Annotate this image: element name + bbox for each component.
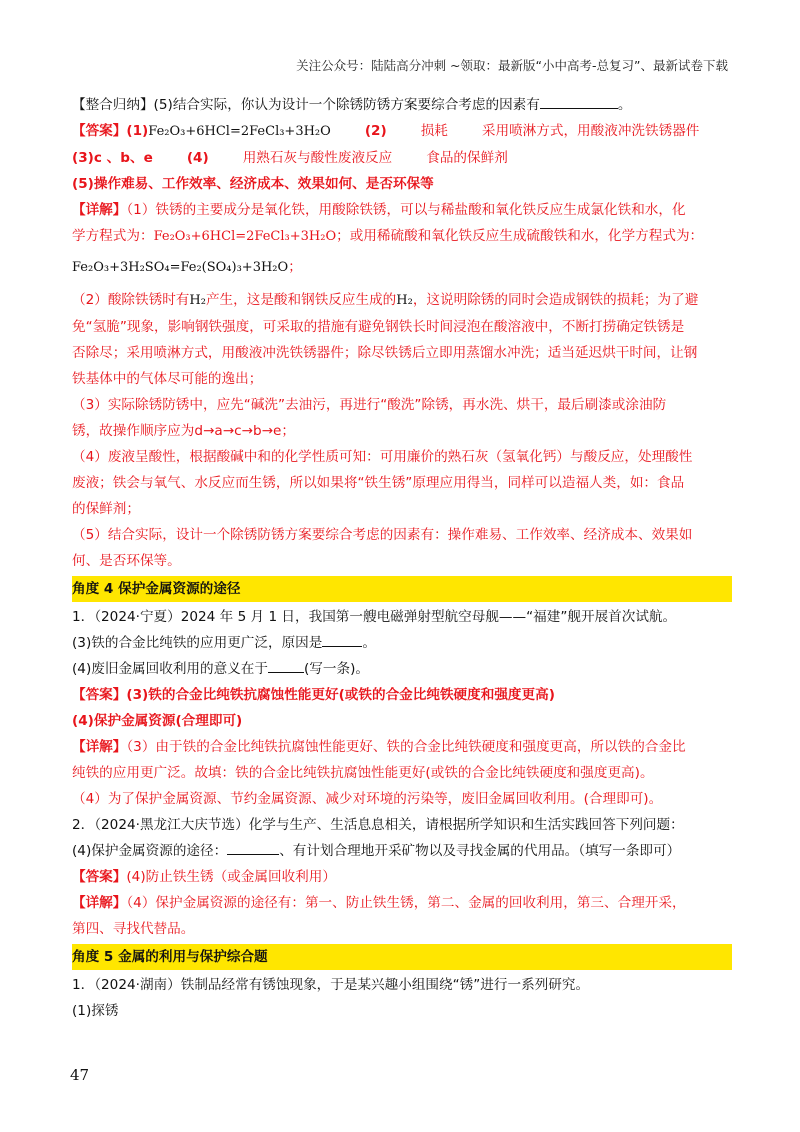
q1-detail-line2: 纯铁的应用更广泛。故填：铁的合金比纯铁抗腐蚀性能更好(或铁的合金比纯铁硬度和强度更高)。 (72, 765, 654, 781)
question-text: (3)铁的合金比纯铁的应用更广泛，原因是 (72, 635, 323, 651)
answer1-line2 (72, 145, 732, 171)
q1-answer-line2: (4)保护金属资源(合理即可) (72, 713, 243, 729)
q1-line3 (72, 656, 732, 682)
chemical-formula: H₂ (189, 293, 206, 308)
section-heading-5: 角度 5 金属的利用与保护综合题 (72, 944, 732, 970)
q1-detail-line1 (72, 734, 732, 760)
detail-tag: 【详解】 (72, 202, 127, 218)
detail1-p2-line4: 铁基体中的气体尽可能的逸出； (72, 371, 263, 387)
answer-text: (4)防止铁生锈（或金属回收利用） (126, 869, 336, 885)
page-number: 47 (70, 1066, 90, 1084)
answer-part: (3)c 、b、e (72, 150, 153, 166)
answer-part: 用熟石灰与酸性废液反应 (242, 150, 393, 166)
answer-blank (540, 92, 618, 109)
detail1-p2-line2: 免“氢脆”现象，影响钢铁强度，可采取的措施有避免钢铁长时间浸泡在酸溶液中，不断打捞确定铁锈是 (72, 319, 685, 335)
q1-line2 (72, 630, 732, 656)
answer-tag: 【答案】 (72, 687, 127, 703)
q2-answer (72, 864, 732, 890)
question-text: (4)保护金属资源的途径： (72, 843, 228, 859)
detail-tag: 【详解】 (72, 895, 127, 911)
detail1-p2-line1 (72, 287, 732, 314)
detail1-p4-line3: 的保鲜剂； (72, 501, 140, 517)
chemical-formula: Fe₂O₃+3H₂SO₄=Fe₂(SO₄)₃+3H₂O (72, 260, 289, 275)
detail1-p4-line2: 废液；铁会与氧气、水反应而生锈，所以如果将“铁生锈”原理应用得当，同样可以造福人类，如：食品 (72, 475, 685, 491)
q1-answer-line1 (72, 682, 732, 708)
q3-line2: (1)探锈 (72, 1003, 119, 1019)
q1-line1: 1．（2024·宁夏）2024 年 5 月 1 日，我国第一艘电磁弹射型航空母舰——“福建”舰开展首次试航。 (72, 609, 677, 625)
question-text: (写一条)。 (303, 661, 369, 677)
detail1-p2-line3: 否除尽；采用喷淋方式，用酸液冲洗铁锈器件；除尽铁锈后立即用蒸馏水冲洗；适当延迟烘干时间，让钢 (72, 345, 698, 361)
detail-text: （4）保护金属资源的途径有：第一、防止铁生锈，第二、金属的回收利用，第三、合理开采， (126, 895, 686, 911)
summary-question-end: 。 (617, 97, 632, 113)
detail1-p5-line1: （5）结合实际，设计一个除锈防锈方案要综合考虑的因素有：操作难易、工作效率、经济成本、效果如 (72, 527, 693, 543)
page-header: 关注公众号：陆陆高分冲刺 ~领取：最新版“小中高考-总复习”、最新试卷下载 (296, 58, 728, 73)
q2-line1: 2．（2024·黑龙江大庆节选）化学与生产、生活息息相关，请根据所学知识和生活实践回答下列问题： (72, 817, 684, 833)
detail1-p1-line2 (72, 223, 732, 250)
answer-blank (268, 656, 304, 673)
section-heading-4: 角度 4 保护金属资源的途径 (72, 576, 732, 602)
chemical-formula: Fe₂O₃+6HCl=2FeCl₃+3H₂O (153, 229, 337, 244)
detail-text: ；或用稀硫酸和氧化铁反应生成硫酸铁和水，化学方程式为： (336, 228, 704, 244)
chemical-formula: Fe₂O₃+6HCl=2FeCl₃+3H₂O (148, 124, 331, 139)
answer-part: 损耗 (420, 123, 448, 139)
answer-part: 采用喷淋方式，用酸液冲洗铁锈器件 (481, 123, 700, 139)
detail1-p1-line3 (72, 254, 732, 281)
detail1-p3-line1: （3）实际除锈防锈中，应先“碱洗”去油污，再进行“酸洗”除锈，再水洗、烘干，最后刷漆或涂油防 (72, 397, 667, 413)
answer-tag: 【答案】 (72, 869, 127, 885)
answer-blank (227, 838, 279, 855)
detail-text: ； (288, 259, 302, 275)
question-text: (4)废旧金属回收利用的意义在于 (72, 661, 268, 677)
q2-detail-line1 (72, 890, 732, 916)
answer-part: (2) (364, 123, 387, 139)
q2-detail-line2: 第四、寻找代替品。 (72, 921, 195, 937)
answer-part: (4) (186, 150, 209, 166)
detail1-p3-line2: 锈，故操作顺序应为d→a→c→b→e； (72, 423, 295, 439)
answer-tag: 【答案】 (72, 123, 127, 139)
q1-detail-line3: （4）为了保护金属资源、节约金属资源、减少对环境的污染等，废旧金属回收利用。(合理即可)。 (72, 791, 663, 807)
detail-text: （2）酸除铁锈时有 (72, 292, 190, 308)
detail1-p4-line1: （4）废液呈酸性，根据酸碱中和的化学性质可知：可用廉价的熟石灰（氢氧化钙）与酸反应，处理酸性 (72, 449, 693, 465)
answer1-line1 (72, 118, 732, 145)
page-content (72, 92, 732, 1024)
question-text: 。 (362, 635, 376, 651)
answer1-line3: (5)操作难易、工作效率、经济成本、效果如何、是否环保等 (72, 176, 434, 192)
detail-tag: 【详解】 (72, 739, 127, 755)
question-text: 、有计划合理地开采矿物以及寻找金属的代用品。（填写一条即可） (279, 843, 681, 859)
q3-line1: 1．（2024·湖南）铁制品经常有锈蚀现象，于是某兴趣小组围绕“锈”进行一系列研究。 (72, 977, 590, 993)
summary-question (72, 92, 732, 118)
q2-line2 (72, 838, 732, 864)
detail-text: （3）由于铁的合金比纯铁抗腐蚀性能更好、铁的合金比纯铁硬度和强度更高，所以铁的合金比 (126, 739, 686, 755)
summary-question-text: 【整合归纳】(5)结合实际，你认为设计一个除锈防锈方案要综合考虑的因素有 (72, 97, 540, 113)
detail-text: ，这说明除锈的同时会造成钢铁的损耗；为了避 (412, 292, 699, 308)
detail1-p5-line2: 何、是否环保等。 (72, 553, 181, 569)
answer-blank (322, 630, 362, 647)
chemical-formula: H₂ (396, 293, 413, 308)
answer-part: 食品的保鲜剂 (426, 150, 508, 166)
detail1-p1-line1 (72, 197, 732, 223)
detail-text: 产生，这是酸和钢铁反应生成的 (205, 292, 397, 308)
detail-text: （1）铁锈的主要成分是氧化铁，用酸除铁锈，可以与稀盐酸和氧化铁反应生成氯化铁和水，化 (126, 202, 686, 218)
answer-part: (1) (126, 123, 149, 139)
answer-text: (3)铁的合金比纯铁抗腐蚀性能更好(或铁的合金比纯铁硬度和强度更高) (126, 687, 555, 703)
detail-text: 学方程式为： (72, 228, 154, 244)
